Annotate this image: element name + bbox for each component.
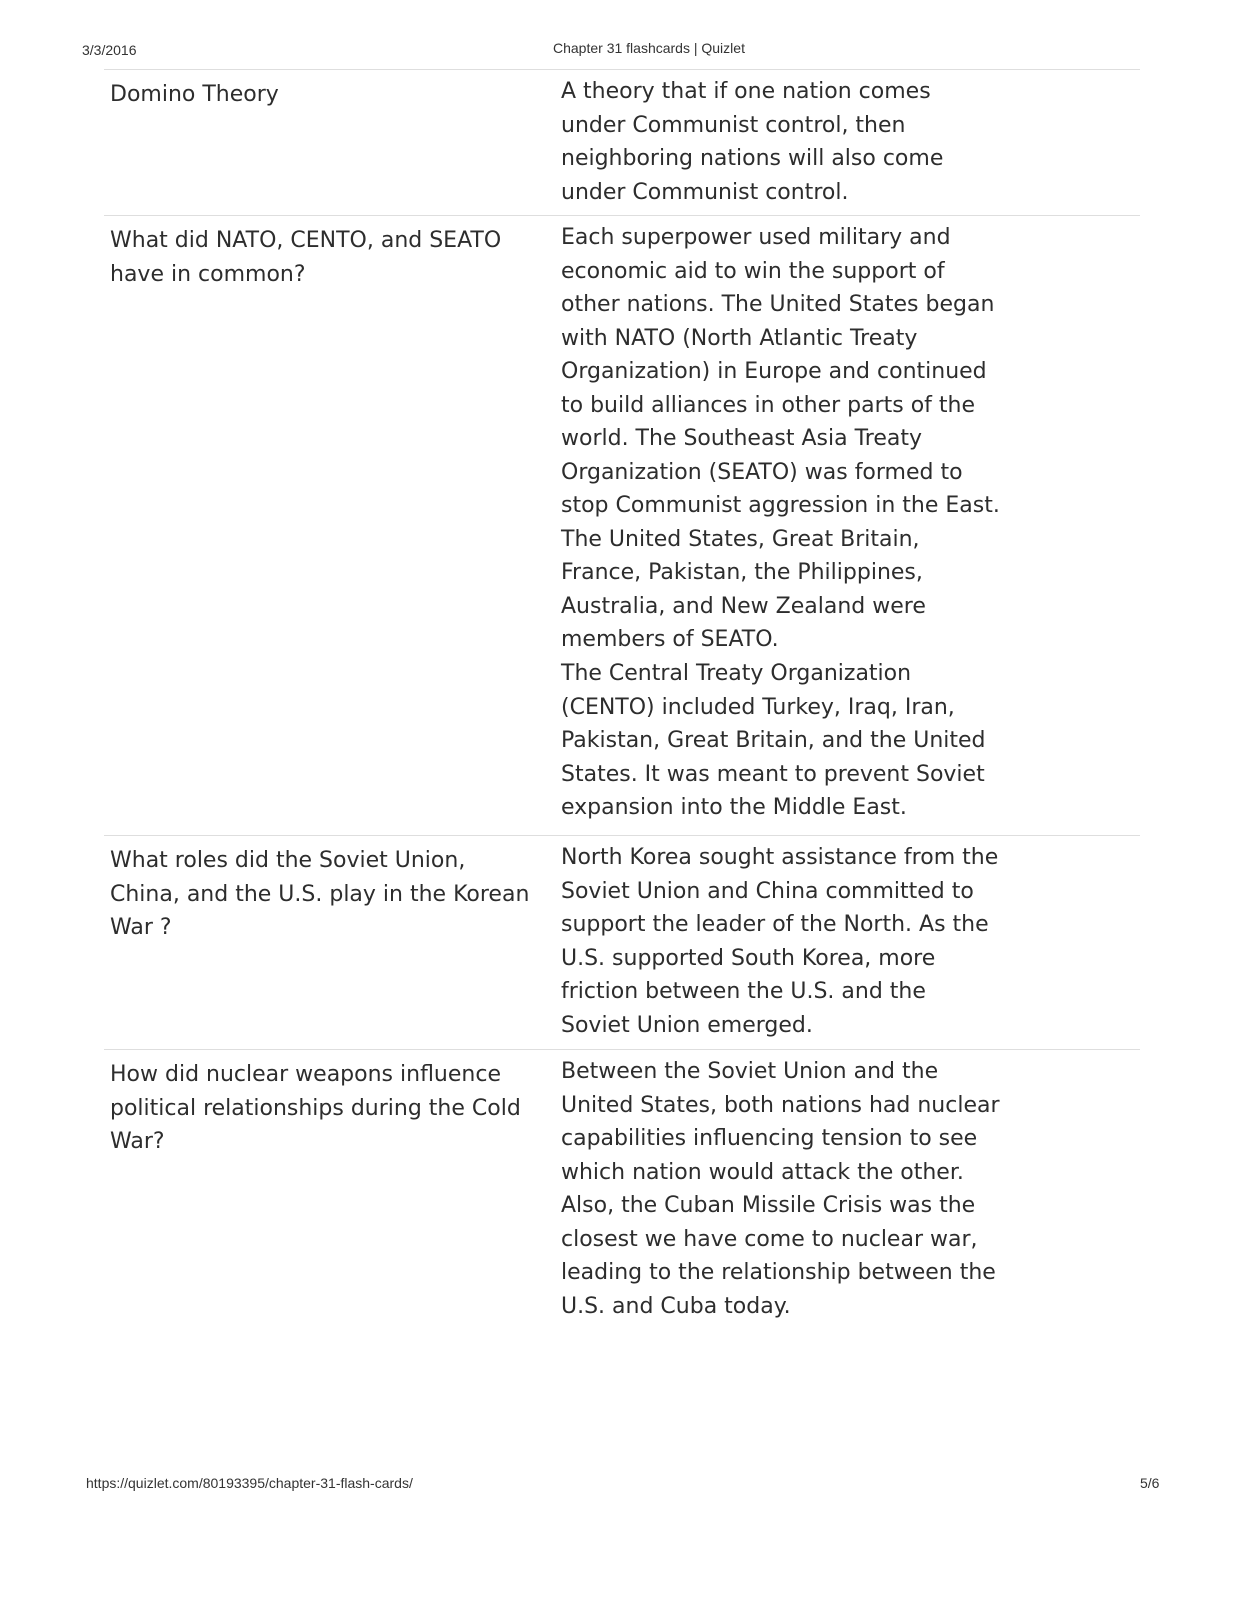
print-header <box>0 38 1248 62</box>
flashcard-term: How did nuclear weapons influence political relationships during the Cold War? <box>110 1062 521 1154</box>
document-title: Chapter 31 flashcards | Quizlet <box>553 40 745 56</box>
print-date: 3/3/2016 <box>82 42 137 58</box>
flashcard-definition-continued: The Central Treaty Organization (CENTO) included Turkey, Iraq, Iran, Pakistan, Great Britain, and the United States. It was meant to prevent Soviet expansion into the Middle East. <box>561 661 986 820</box>
flashcard-definition: Between the Soviet Union and the United States, both nations had nuclear capabilities influencing tension to see which nation would attack the other. Also, the Cuban Missile Crisis was the closest we have come to nuclear war, leading to the relationship between the U.S. and Cuba today. <box>561 1059 1000 1319</box>
flashcard-definition: North Korea sought assistance from the Soviet Union and China committed to support the leader of the North. As the U.S. supported South Korea, more friction between the U.S. and the Soviet Union emerged. <box>561 845 999 1038</box>
flashcard-term: Domino Theory <box>110 82 279 107</box>
page-number: 5/6 <box>1140 1475 1160 1491</box>
flashcard-row <box>104 215 1140 836</box>
flashcard-row <box>104 835 1140 1050</box>
flashcard-term: What did NATO, CENTO, and SEATO have in common? <box>110 228 502 287</box>
flashcard-term: What roles did the Soviet Union, China, and the U.S. play in the Korean War ? <box>110 848 530 940</box>
page-url: https://quizlet.com/80193395/chapter-31-flash-cards/ <box>86 1475 413 1491</box>
flashcard-row <box>104 69 1140 215</box>
flashcard-row <box>104 1049 1140 1350</box>
flashcard-definition: A theory that if one nation comes under Communist control, then neighboring nations will also come under Communist control. <box>561 79 944 205</box>
flashcard-definition: Each superpower used military and economic aid to win the support of other nations. The United States began with NATO (North Atlantic Treaty Organization) in Europe and continued to build alliances in other parts of the world. The Southeast Asia Treaty Organization (SEATO) was formed to stop Communist aggression in the East. The United States, Great Britain, France, Pakistan, the Philippines, Australia, and New Zealand were members of SEATO. <box>561 225 1000 652</box>
